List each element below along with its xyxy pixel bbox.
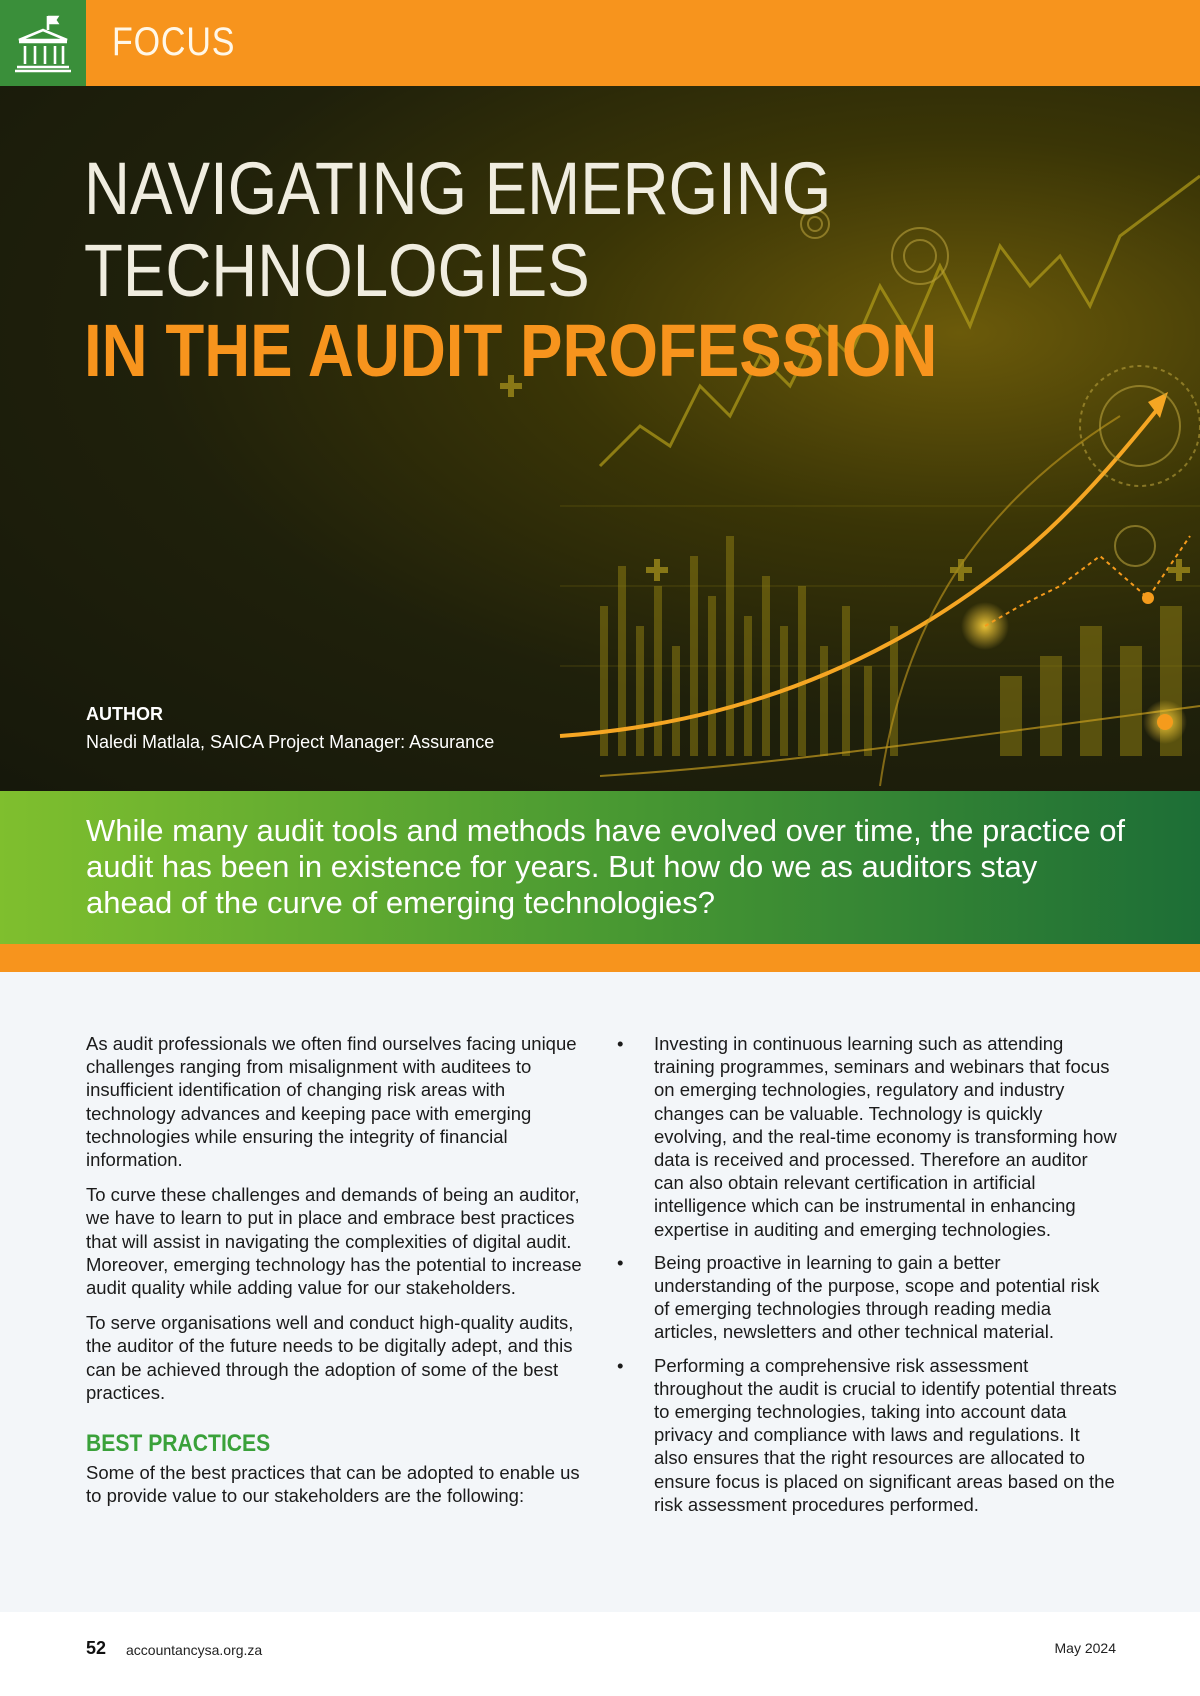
top-banner	[0, 0, 1200, 86]
section-label: FOCUS	[112, 20, 236, 64]
list-item-text: Being proactive in learning to gain a better understanding of the purpose, scope and potential risk of emerging technologies through reading media articles, newsletters and other technical material.	[654, 1251, 1100, 1343]
left-column	[86, 1032, 586, 1520]
title-line-2: TECHNOLOGIES	[84, 229, 590, 312]
author-name: Naledi Matlala, SAICA Project Manager: Assurance	[86, 732, 495, 752]
orange-divider	[0, 944, 1200, 972]
page-footer	[0, 1612, 1200, 1696]
article-title	[84, 148, 831, 312]
article-body	[0, 972, 1200, 1612]
list-item	[617, 1354, 1117, 1516]
body-paragraph: To serve organisations well and conduct high-quality audits, the auditor of the future needs to be digitally adept, and this can be achieved through the adoption of some of the best practices.	[86, 1312, 574, 1403]
body-paragraph: As audit professionals we often find ourselves facing unique challenges ranging from misalignment with auditees to insufficient identification of changing risk areas with technology advances and keeping pace with emerging technologies while ensuring the integrity of financial information.	[86, 1033, 577, 1171]
standfirst-banner	[0, 791, 1200, 944]
building-icon	[13, 12, 73, 74]
list-item	[617, 1032, 1117, 1241]
bullet-icon: •	[617, 1033, 624, 1054]
title-line-1: NAVIGATING EMERGING	[84, 147, 832, 230]
icon-box	[0, 0, 86, 86]
bullet-icon: •	[617, 1354, 624, 1376]
body-paragraph: To curve these challenges and demands of being an auditor, we have to learn to put in place and embrace best practices that will assist in navigating the complexities of digital audit. Moreover, emerging technology has the potential to increase audit quality while adding value for our stakeholders.	[86, 1184, 582, 1299]
standfirst-text: While many audit tools and methods have evolved over time, the practice of audit has been in existence for years. But how do we as auditors stay ahead of the curve of emerging technologies?	[86, 813, 1126, 920]
issue-date: May 2024	[1054, 1640, 1116, 1656]
list-item-text: Performing a comprehensive risk assessment throughout the audit is crucial to identify potential threats to emerging technologies, taking into account data privacy and compliance with laws and regulations. It also ensures that the right resources are allocated to ensure focus is placed on significant areas based on the risk assessment procedures performed.	[654, 1354, 1117, 1515]
title-highlight: IN THE AUDIT PROFESSION	[84, 309, 938, 392]
page-number: 52	[86, 1638, 107, 1658]
best-practices-list	[617, 1032, 1117, 1516]
best-practices-heading: BEST PRACTICES	[86, 1430, 271, 1458]
author-heading: AUTHOR	[86, 704, 163, 724]
bullet-icon: •	[617, 1251, 624, 1273]
list-item	[617, 1251, 1117, 1344]
right-column	[617, 1032, 1117, 1526]
hero-banner	[0, 86, 1200, 791]
best-practices-intro: Some of the best practices that can be adopted to enable us to provide value to our stakeholders are the following:	[86, 1462, 580, 1507]
website-link[interactable]: accountancysa.org.za	[126, 1642, 263, 1658]
list-item-text: Investing in continuous learning such as attending training programmes, seminars and webinars that focus on emerging technologies, regulatory and industry changes can be valuable. Technology is quickly evolving, and the real-time economy is transforming how data is received and processed. Therefore an auditor can also obtain relevant certification in artificial intelligence which can be instrumental in enhancing expertise in auditing and emerging technologies.	[654, 1033, 1117, 1240]
